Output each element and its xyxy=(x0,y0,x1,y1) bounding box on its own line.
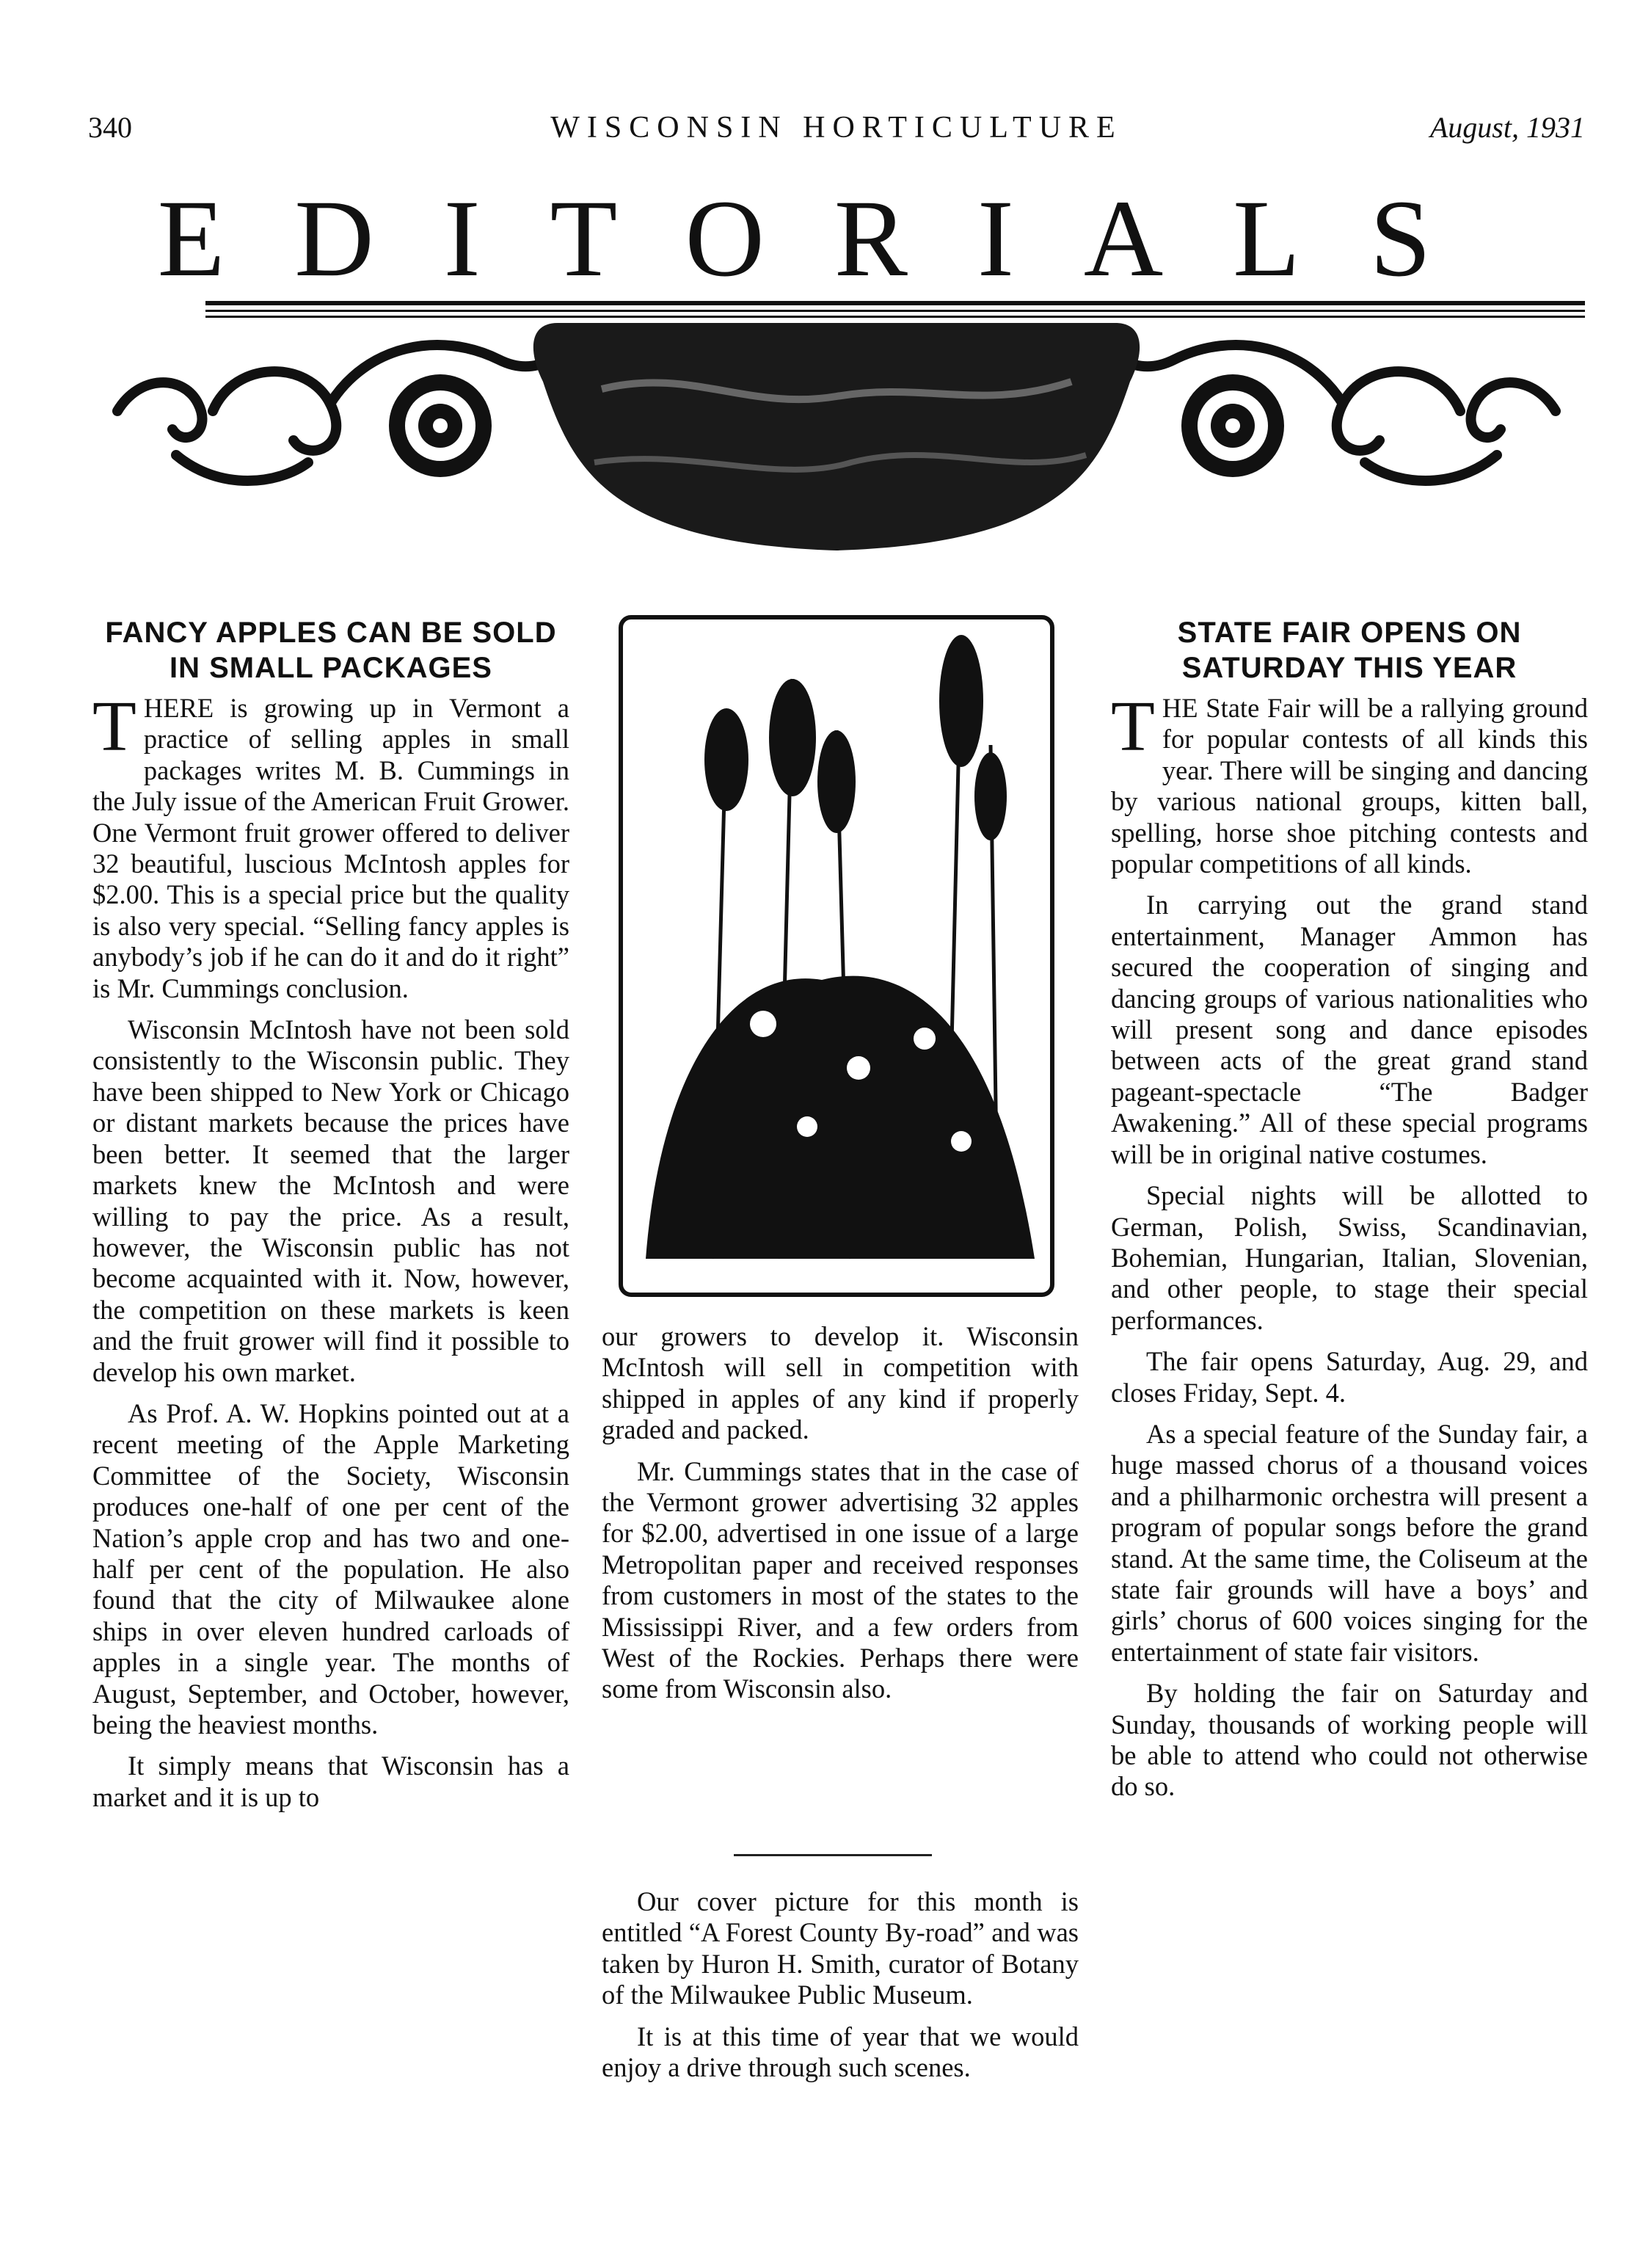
journal-title: WISCONSIN HORTICULTURE xyxy=(550,111,1123,145)
right-article xyxy=(1111,615,1588,1813)
left-article xyxy=(92,615,569,1823)
left-paragraph-4: It simply means that Wisconsin has a market and it is up to xyxy=(92,1751,569,1812)
right-dropcap: T xyxy=(1111,687,1155,766)
left-dropcap: T xyxy=(92,687,136,766)
right-paragraph-3: Special nights will be allotted to German, Polish, Swiss, Scandinavian, Bohemian, Hungarian, Italian, Slovenian, and other people, to stage their special performances. xyxy=(1111,1180,1588,1335)
banner-title: EDITORIALS xyxy=(157,178,1501,299)
issue-date: August, 1931 xyxy=(1429,111,1585,144)
middle-column xyxy=(602,1321,1079,1715)
hollyhock-illustration xyxy=(616,613,1057,1299)
right-paragraph-1: THE State Fair will be a rallying ground for popular contests of all kinds this year. There will be singing and dancing by various national groups, kitten ball, spelling, horse shoe pitching contests and popular competitions of all kinds. xyxy=(1111,687,1588,879)
middle-column-note xyxy=(602,1886,1079,2093)
landscape-vignette xyxy=(533,323,1140,550)
left-scroll-ornament xyxy=(117,330,602,481)
left-paragraph-2: Wisconsin McIntosh have not been sold consistently to the Wisconsin public. They have been shipped to New York or Chicago or distant markets because the prices have been better. It seemed that the larger markets knew the McIntosh and were willing to pay the price. As a result, however, the Wisconsin public has not become acquainted with it. Now, however, the competition on these markets is keen and the fruit grower will find it possible to develop his own market. xyxy=(92,1014,569,1387)
right-paragraph-5: As a special feature of the Sunday fair, a huge massed chorus of a thousand voices and a philharmonic orchestra will present a program of popular songs before the grand stand. At the same time, the Coliseum at the state fair grounds will have a boys’ and girls’ chorus of 600 voices singing for the entertainment of state fair visitors. xyxy=(1111,1418,1588,1667)
running-head xyxy=(88,110,1585,154)
left-paragraph-3: As Prof. A. W. Hopkins pointed out at a recent meeting of the Apple Marketing Committee of the Society, Wisconsin produces one-half of one per cent of the Nation’s apple crop and has two and one-half per cent of the population. He also found that the city of Milwaukee alone ships in over eleven hundred carloads of apples in a single year. The months of August, September, and October, however, being the heaviest months. xyxy=(92,1397,569,1740)
left-paragraph-1: THERE is growing up in Vermont a practice of selling apples in small packages writes M. B. Cummings in the July issue of the American Fruit Grower. One Vermont fruit grower offered to deliver 32 beautiful, luscious McIntosh apples for $2.00. This is a special price but the quality is also very special. “Selling fancy apples is anybody’s job if he can do it and do it right” is Mr. Cummings conclusion. xyxy=(92,687,569,1003)
right-paragraph-6: By holding the fair on Saturday and Sunday, thousands of working people will be able to attend who could not otherwise do so. xyxy=(1111,1678,1588,1802)
right-paragraph-2: In carrying out the grand stand entertainment, Manager Ammon has secured the cooperation of singing and dancing groups of various nationalities who will present song and dance episodes between acts of the great grand stand pageant-spectacle “The Badger Awakening.” All of these special programs will be in original native costumes. xyxy=(1111,890,1588,1169)
right-paragraph-4: The fair opens Saturday, Aug. 29, and closes Friday, Sept. 4. xyxy=(1111,1346,1588,1408)
cover-note-paragraph-1: Our cover picture for this month is entitled “A Forest County By-road” and was taken by Huron H. Smith, curator of Botany of the Milwaukee Public Museum. xyxy=(602,1886,1079,2010)
page-number: 340 xyxy=(88,111,132,144)
right-scroll-ornament xyxy=(1071,330,1556,481)
middle-paragraph-1: our growers to develop it. Wisconsin McIntosh will sell in competition with shipped in apples of any kind if properly graded and packed. xyxy=(602,1321,1079,1445)
middle-paragraph-2: Mr. Cummings states that in the case of the Vermont grower advertising 32 apples for $2.00, advertised in one issue of a large Metropolitan paper and received responses from customers in most of the states to the Mississippi River, and a few orders from West of the Rockies. Perhaps there were some from Wisconsin also. xyxy=(602,1455,1079,1704)
right-rosette-icon xyxy=(1181,374,1284,477)
left-rosette-icon xyxy=(389,374,492,477)
left-headline: FANCY APPLES CAN BE SOLD IN SMALL PACKAGES xyxy=(105,617,557,684)
section-divider xyxy=(734,1854,932,1856)
banner-ornament xyxy=(88,301,1585,587)
cover-note-paragraph-2: It is at this time of year that we would enjoy a drive through such scenes. xyxy=(602,2021,1079,2083)
right-headline: STATE FAIR OPENS ON SATURDAY THIS YEAR xyxy=(1177,617,1522,684)
